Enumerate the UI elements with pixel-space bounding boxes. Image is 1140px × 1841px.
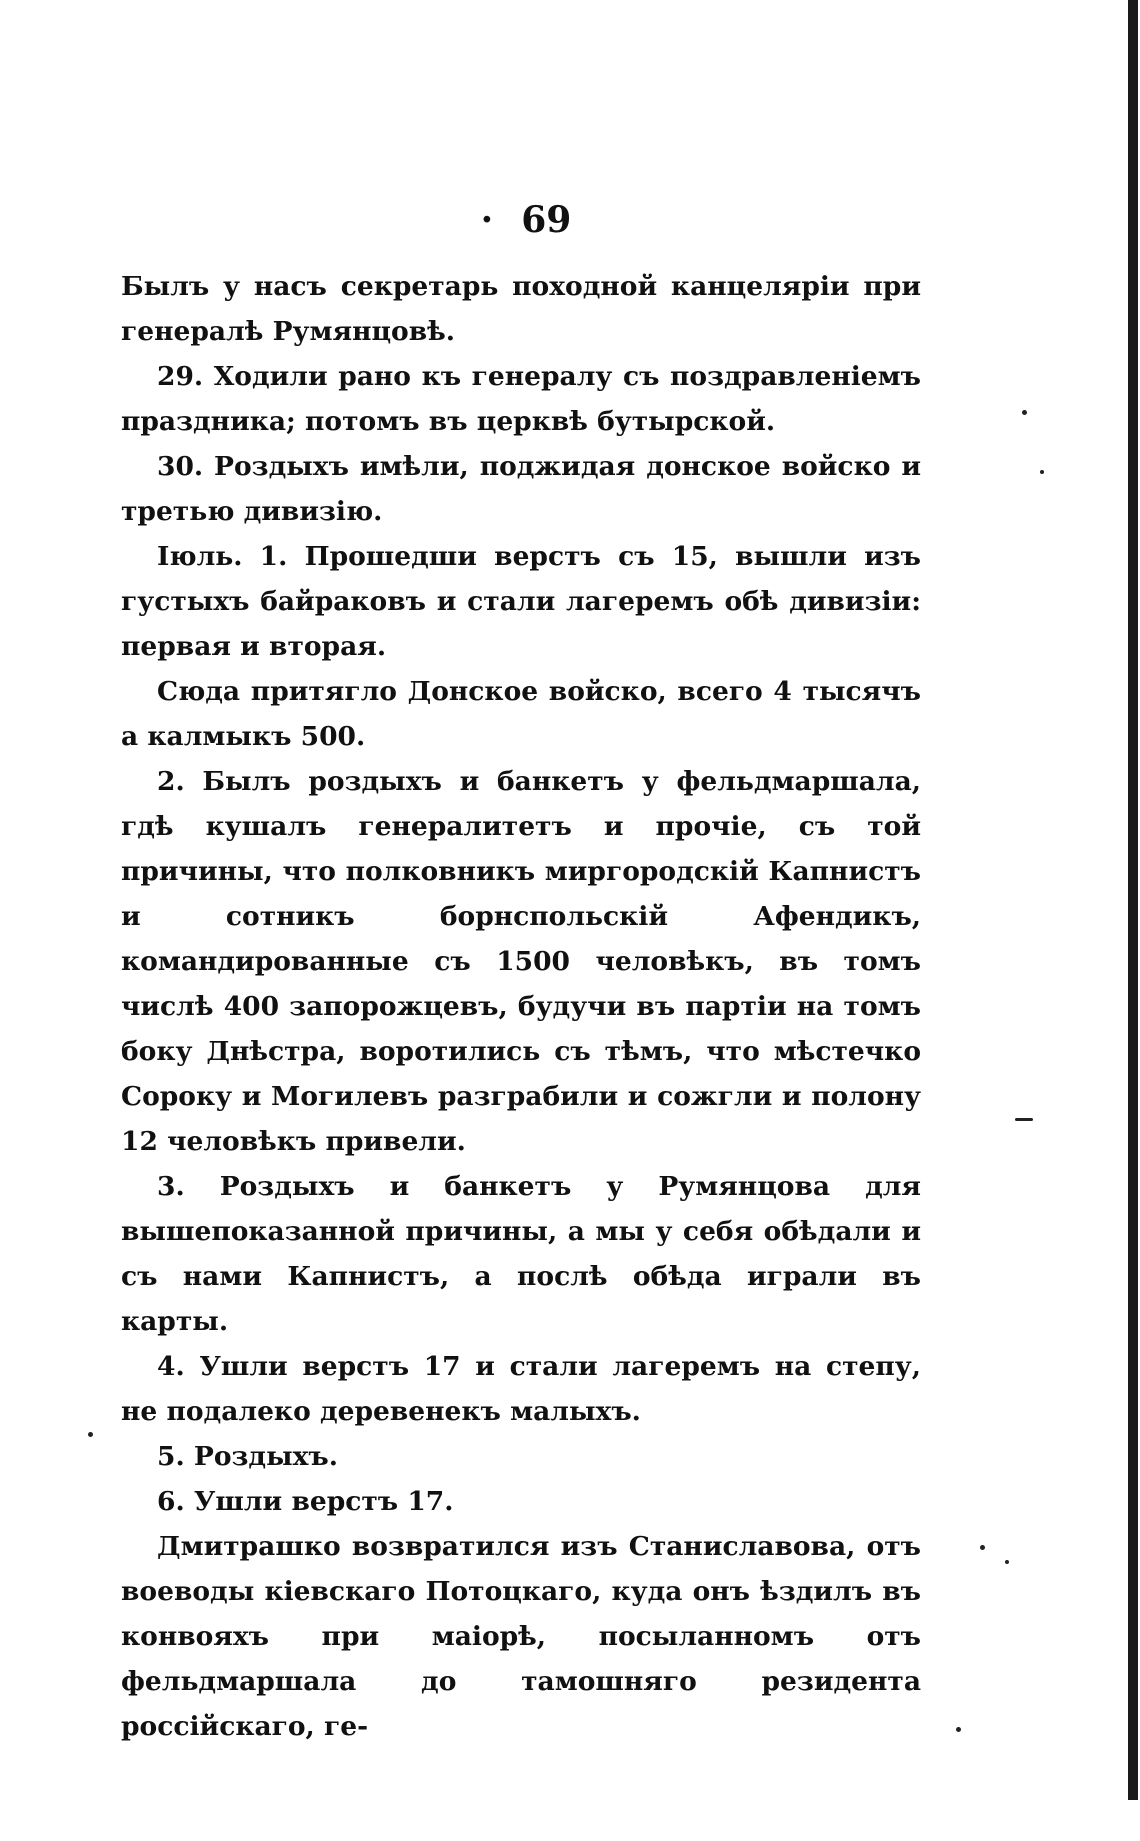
paragraph: 29. Ходили рано къ генералу съ поздравленіемъ праздника; потомъ въ церквѣ бутырской.: [121, 361, 921, 437]
page-number-value: 69: [521, 199, 572, 241]
paragraph: Дмитрашко возвратился изъ Станиславова, отъ воеводы кіевскаго Потоцкаго, куда онъ ѣздилъ въ конвояхъ при маіорѣ, посыланномъ отъ фельдмаршала до тамошняго резидента россійскаго, ге-: [121, 1531, 921, 1742]
paragraph: 4. Ушли верстъ 17 и стали лагеремъ на степу, не подалеко деревенекъ малыхъ.: [121, 1351, 921, 1427]
paragraph: Іюль. 1. Прошедши верстъ съ 15, вышли изъ густыхъ байраковъ и стали лагеремъ обѣ дивизіи: первая и вторая.: [121, 541, 921, 662]
scan-speck: [956, 1727, 961, 1732]
paragraph: 30. Роздыхъ имѣли, поджидая донское войско и третью дивизію.: [121, 451, 921, 527]
paragraph: 6. Ушли верстъ 17.: [157, 1486, 454, 1517]
page-edge-shadow: [1128, 0, 1138, 1800]
page-number: [0, 198, 1052, 242]
scan-speck: [88, 1432, 93, 1437]
scan-speck: [980, 1545, 985, 1550]
scan-speck: [1040, 470, 1044, 474]
paragraph: 3. Роздыхъ и банкетъ у Румянцова для вышепоказанной причины, а мы у себя обѣдали и съ нами Капнистъ, а послѣ обѣда играли въ карты.: [121, 1171, 921, 1337]
paragraph: 2. Былъ роздыхъ и банкетъ у фельдмаршала, гдѣ кушалъ генералитетъ и прочіе, съ той причины, что полковникъ миргородскій Капнистъ и сотникъ борнспольскій Афендикъ, командированные съ 1500 человѣкъ, въ томъ числѣ 400 запорожцевъ, будучи въ партіи на томъ боку Днѣстра, воротились съ тѣмъ, что мѣстечко Сороку и Могилевъ разграбили и сожгли и полону 12 человѣкъ привели.: [121, 766, 921, 1157]
scan-speck: [1022, 410, 1027, 415]
paragraph: Сюда притягло Донское войско, всего 4 тысячъ а калмыкъ 500.: [121, 676, 921, 752]
scan-speck: [1015, 1118, 1033, 1121]
scan-speck: [1005, 1560, 1009, 1564]
paragraph: Былъ у насъ секретарь походной канцеляріи при генералѣ Румянцовѣ.: [121, 271, 921, 347]
body-text: [121, 264, 921, 1749]
paragraph: 5. Роздыхъ.: [157, 1441, 338, 1472]
page-number-mark: ·: [480, 199, 494, 241]
